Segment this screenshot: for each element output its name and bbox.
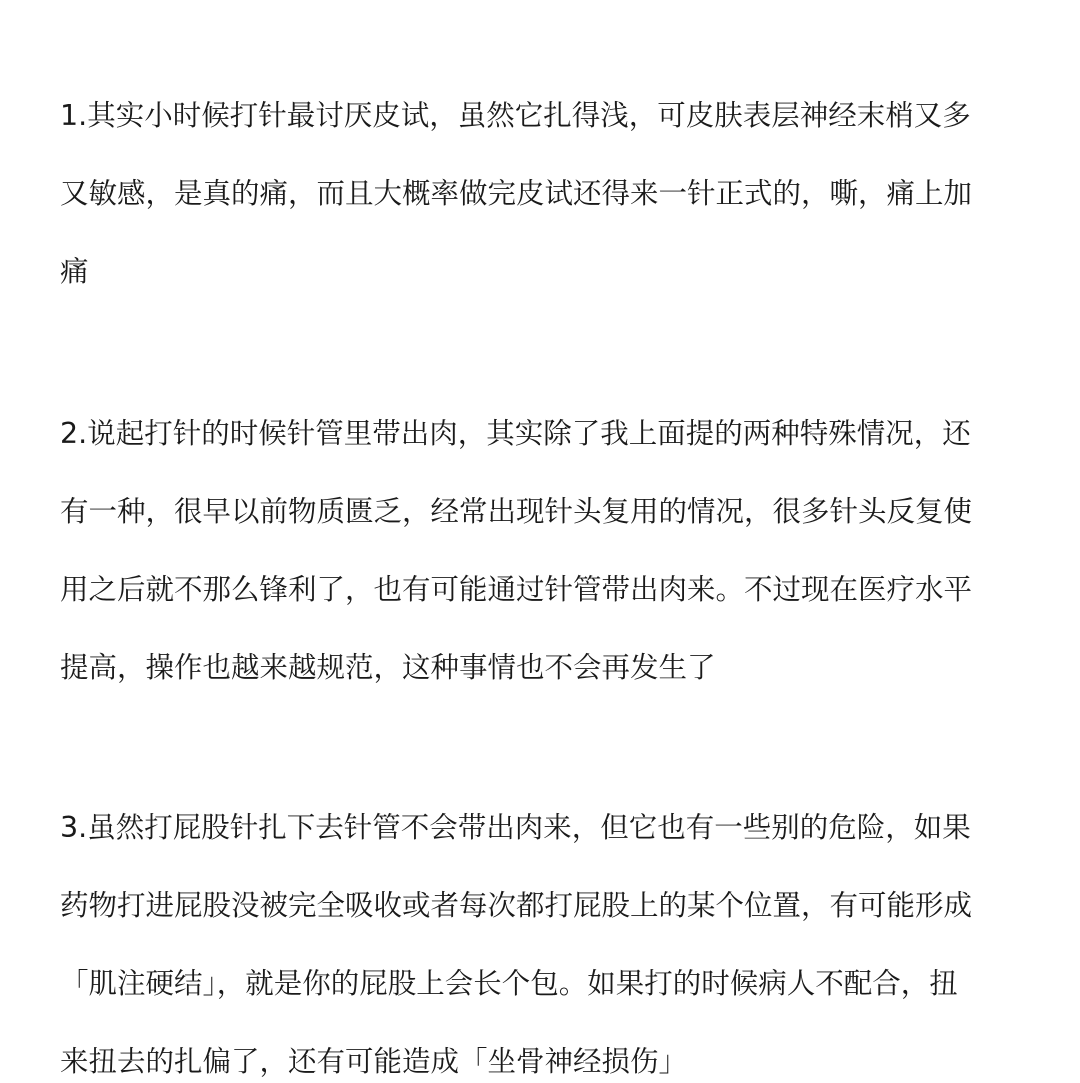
paragraph-line: 用之后就不那么锋利了，也有可能通过针管带出肉来。不过现在医疗水平 bbox=[60, 573, 973, 606]
paragraph-line: 提高，操作也越来越规范，这种事情也不会再发生了 bbox=[60, 651, 716, 684]
paragraph-line: 药物打进屁股没被完全吸收或者每次都打屁股上的某个位置，有可能形成 bbox=[60, 889, 973, 922]
paragraph-line: 3.虽然打屁股针扎下去针管不会带出肉来，但它也有一些别的危险，如果 bbox=[60, 811, 971, 844]
paragraph-line: 又敏感，是真的痛，而且大概率做完皮试还得来一针正式的，嘶，痛上加 bbox=[60, 177, 973, 210]
paragraph-3 bbox=[60, 808, 1040, 1082]
paragraph-line: 1.其实小时候打针最讨厌皮试，虽然它扎得浅，可皮肤表层神经末梢又多 bbox=[60, 99, 971, 132]
paragraph-line: 来扭去的扎偏了，还有可能造成「坐骨神经损伤」 bbox=[60, 1045, 688, 1078]
paragraph-line: 「肌注硬结」，就是你的屁股上会长个包。如果打的时候病人不配合，扭 bbox=[60, 967, 958, 1000]
paragraph-line: 痛 bbox=[60, 255, 89, 288]
paragraph-line: 有一种，很早以前物质匮乏，经常出现针头复用的情况，很多针头反复使 bbox=[60, 495, 973, 528]
paragraph-1 bbox=[60, 96, 1040, 292]
paragraph-line: 2.说起打针的时候针管里带出肉，其实除了我上面提的两种特殊情况，还 bbox=[60, 417, 971, 450]
paragraph-2 bbox=[60, 414, 1040, 688]
